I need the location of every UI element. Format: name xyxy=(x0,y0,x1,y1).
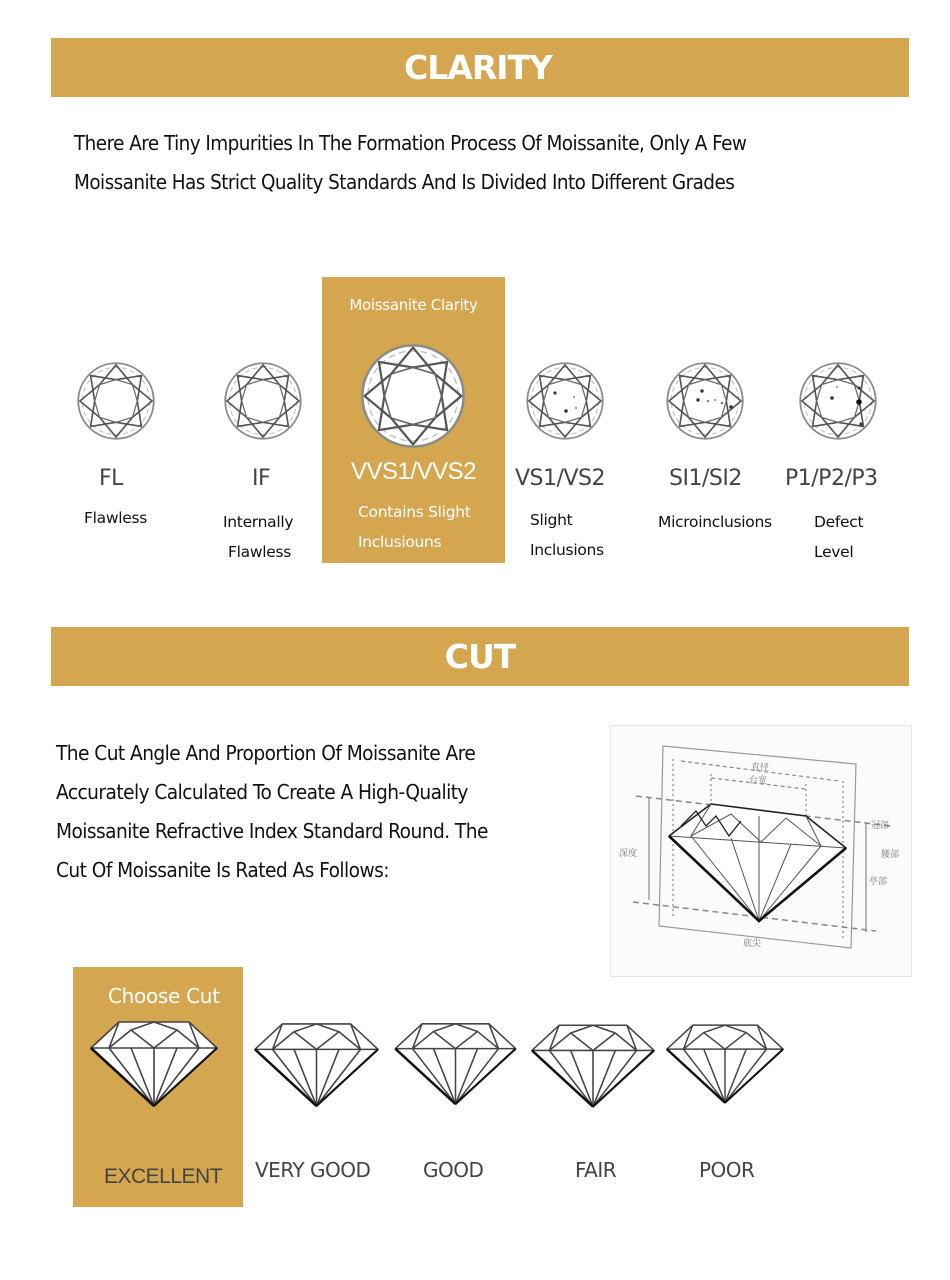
clarity-grade-code: IF xyxy=(252,466,271,491)
clarity-grade-label: Defect xyxy=(814,513,864,531)
round-diamond-top-icon xyxy=(797,360,879,442)
cut-grade-label: FAIR xyxy=(575,1158,617,1182)
diagram-label-culet: 底尖 xyxy=(743,939,762,949)
diagram-label-pavilion: 亭部 xyxy=(869,877,888,887)
cut-grade-label: GOOD xyxy=(423,1158,484,1182)
clarity-grade-label: Level xyxy=(814,543,854,561)
clarity-description xyxy=(74,124,805,202)
clarity-grade-code: P1/P2/P3 xyxy=(785,466,878,491)
diamond-side-icon xyxy=(253,1020,380,1108)
diagram-label-crown: 冠部 xyxy=(871,821,890,831)
clarity-grade-label: Inclusions xyxy=(530,541,604,559)
clarity-grade-label: Slight xyxy=(530,511,573,529)
round-diamond-top-icon xyxy=(524,360,606,442)
cut-description-line: Moissanite Refractive Index Standard Round. The xyxy=(56,819,488,843)
cut-grade-label-selected: EXCELLENT xyxy=(104,1165,223,1188)
clarity-grade-code: FL xyxy=(99,466,123,491)
cut-description-line: The Cut Angle And Proportion Of Moissanite Are xyxy=(56,741,476,765)
clarity-highlight-title: Moissanite Clarity xyxy=(349,296,478,314)
diamond-side-icon xyxy=(392,1020,519,1106)
clarity-grade-label: Flawless xyxy=(84,509,147,527)
cut-heading xyxy=(51,627,909,686)
round-diamond-top-icon xyxy=(664,360,746,442)
cut-highlight-title: Choose Cut xyxy=(108,984,220,1008)
clarity-grade-label: Microinclusions xyxy=(658,513,772,531)
clarity-grade-code-selected: VVS1/VVS2 xyxy=(351,458,476,485)
cut-grade-label: VERY GOOD xyxy=(255,1158,371,1182)
clarity-description-line: Moissanite Has Strict Quality Standards And Is Divided Into Different Grades xyxy=(74,170,735,194)
diagram-label-table: 台宽 xyxy=(749,776,768,786)
cut-description xyxy=(56,734,520,890)
round-diamond-top-icon xyxy=(358,341,468,451)
clarity-description-line: There Are Tiny Impurities In The Formation Process Of Moissanite, Only A Few xyxy=(74,131,747,155)
diamond-proportion-diagram xyxy=(610,725,912,977)
clarity-heading-text: CLARITY xyxy=(404,48,552,87)
clarity-heading xyxy=(51,38,909,97)
diamond-side-icon xyxy=(88,1018,220,1108)
clarity-grade-label: Internally xyxy=(223,513,294,531)
diamond-proportion-diagram-icon xyxy=(611,726,913,978)
round-diamond-top-icon xyxy=(75,360,157,442)
cut-grade-label: POOR xyxy=(699,1158,755,1182)
diagram-label-depth: 深度 xyxy=(619,849,638,859)
cut-description-line: Cut Of Moissanite Is Rated As Follows: xyxy=(56,858,389,882)
cut-description-line: Accurately Calculated To Create A High-Quality xyxy=(56,780,468,804)
clarity-grade-code: SI1/SI2 xyxy=(669,466,742,491)
diamond-side-icon xyxy=(530,1020,656,1110)
cut-heading-text: CUT xyxy=(444,637,516,676)
diagram-label-girdle: 腰部 xyxy=(881,850,900,860)
round-diamond-top-icon xyxy=(222,360,304,442)
diamond-side-icon xyxy=(665,1020,785,1106)
clarity-grade-label-selected: Contains Slight xyxy=(358,503,471,521)
diagram-label-diameter: 直径 xyxy=(751,763,770,773)
clarity-grade-code: VS1/VS2 xyxy=(515,466,605,491)
clarity-grade-label-selected: Inclusiouns xyxy=(358,533,442,551)
clarity-grade-label: Flawless xyxy=(228,543,291,561)
